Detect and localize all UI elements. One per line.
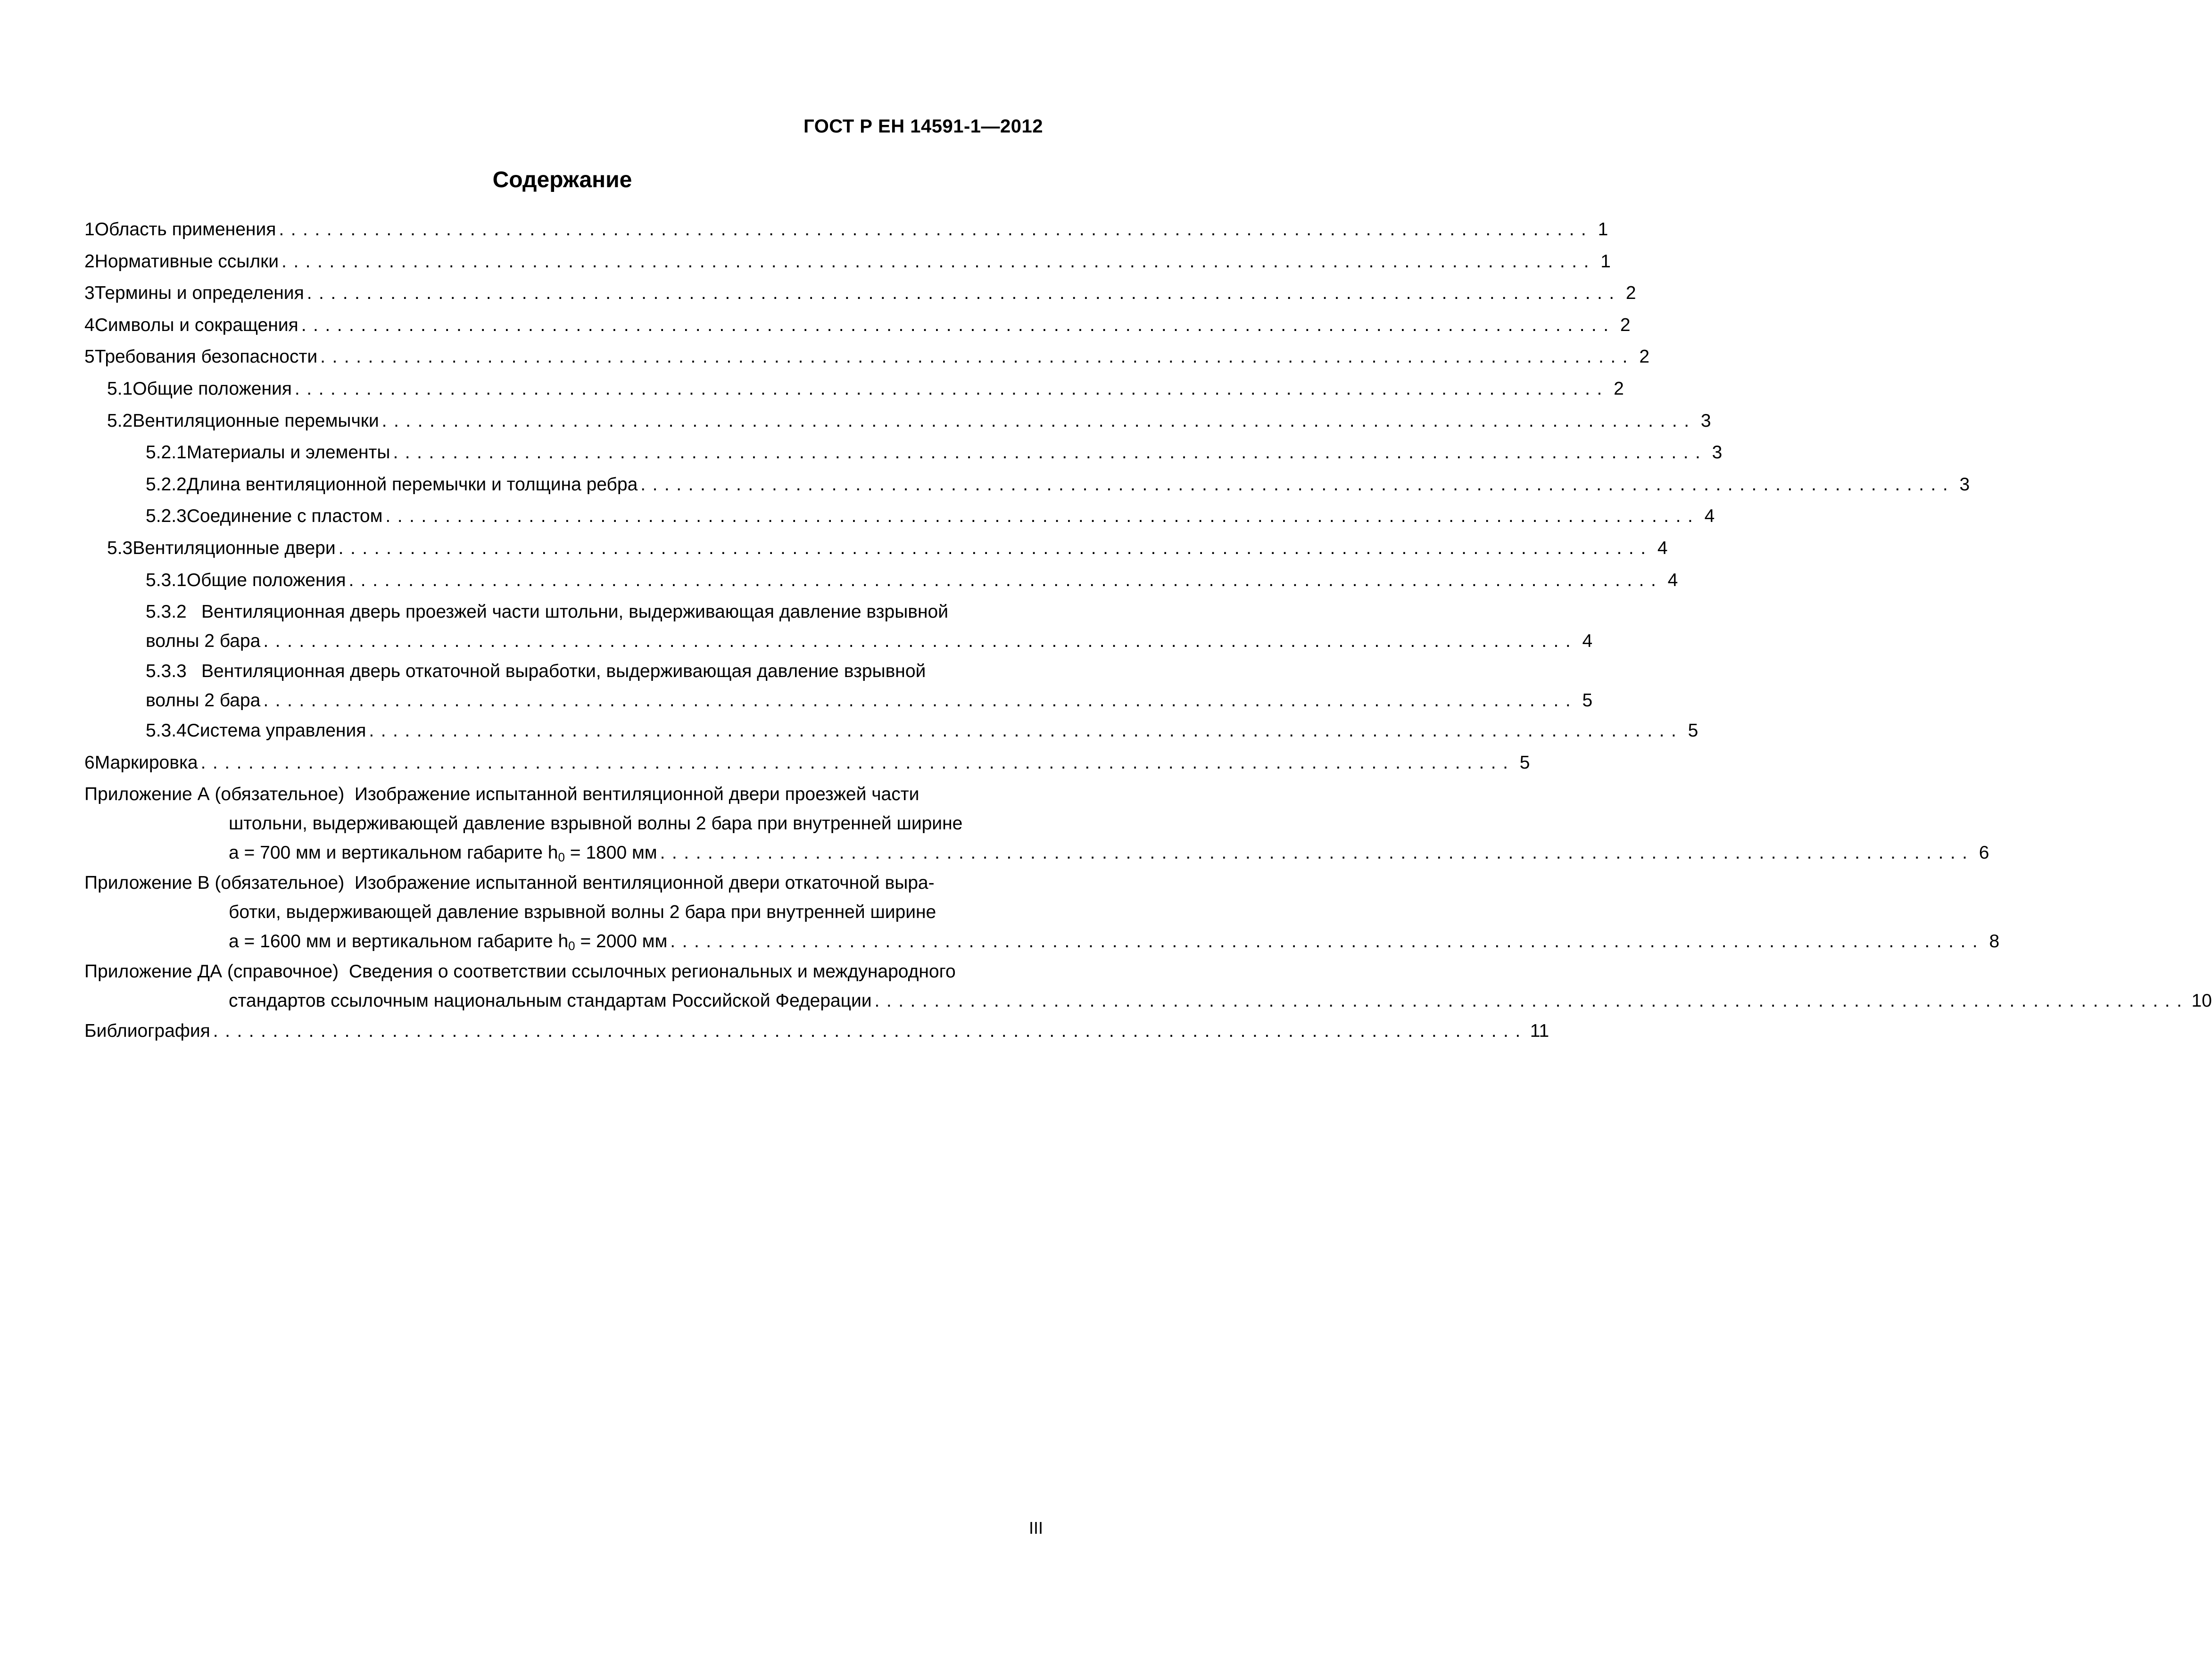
appendix-title-line: стандартов ссылочным национальным стандартам Российской Федерации <box>229 991 872 1011</box>
leader-dots: .............................................................................................................. <box>301 314 1616 335</box>
toc-entry[interactable] <box>84 247 1611 279</box>
toc-entry-number: 5.3.3 <box>146 661 187 682</box>
toc-entry-label: Символы и сокращения <box>94 314 298 335</box>
toc-entry[interactable] <box>84 374 1624 406</box>
leader-dots: .............................................................................................................. <box>279 219 1593 240</box>
toc-entry[interactable] <box>84 748 1530 780</box>
toc-entry-page: 8 <box>1989 931 2000 952</box>
toc-entry-label: Вентиляционная дверь проезжей части штольни, выдерживающая давление взрывной <box>201 602 948 622</box>
toc-entry-label-continued: волны 2 бара <box>146 690 261 711</box>
toc-entry[interactable] <box>84 534 1668 566</box>
toc-entry-label: Вентиляционные перемычки <box>133 410 379 431</box>
toc-entry[interactable] <box>84 502 1715 534</box>
toc-entry-page: 2 <box>1614 378 1624 399</box>
page-title: Содержание <box>492 167 632 192</box>
appendix-title-line: Изображение испытанной вентиляционной двери откаточной выра- <box>354 873 935 893</box>
toc-entry[interactable] <box>84 279 1636 311</box>
toc-entry-label: Маркировка <box>94 752 198 773</box>
toc-entry-page: 2 <box>1620 314 1631 335</box>
toc-entry-number: 1 <box>84 219 95 240</box>
toc-entry-label: Система управления <box>186 720 366 741</box>
toc-entry-label: Нормативные ссылки <box>94 251 279 272</box>
appendix-title-line: ботки, выдерживающей давление взрывной волны 2 бара при внутренней ширине <box>229 902 936 923</box>
leader-dots: .............................................................................................................. <box>640 474 1955 495</box>
toc-entry-page: 1 <box>1600 251 1611 272</box>
page-number: III <box>1028 1518 1043 1538</box>
toc-entry[interactable] <box>84 311 1631 343</box>
toc-entry[interactable] <box>84 438 1723 470</box>
toc-entry-page: 10 <box>2191 991 2212 1011</box>
toc-entry-page: 5 <box>1688 720 1698 741</box>
leader-dots: .............................................................................................................. <box>369 720 1683 741</box>
toc-entry-number: 5 <box>84 347 95 367</box>
toc-entry[interactable] <box>84 470 1970 502</box>
leader-dots: .............................................................................................................. <box>348 570 1663 590</box>
leader-dots: .............................................................................................................. <box>320 347 1635 367</box>
toc-entry-page: 3 <box>1959 474 1970 495</box>
leader-dots: .............................................................................................................. <box>282 251 1596 272</box>
toc-entry[interactable] <box>84 215 1608 247</box>
toc-entry-number: 5.3 <box>107 538 133 558</box>
toc-entry-bibliography[interactable] <box>84 1017 1549 1049</box>
toc-entry-page: 4 <box>1657 538 1668 558</box>
toc-entry-label: Вентиляционные двери <box>133 538 336 558</box>
toc-entry-page: 6 <box>1979 843 1989 863</box>
toc-entry-label: Общие положения <box>186 570 346 590</box>
toc-entry-page: 2 <box>1625 283 1636 304</box>
leader-dots: .............................................................................................................. <box>660 843 1974 863</box>
leader-dots: .............................................................................................................. <box>338 538 1653 558</box>
toc-entry-number: 5.1 <box>107 378 133 399</box>
leader-dots: .............................................................................................................. <box>670 931 1985 952</box>
toc-entry-page: 1 <box>1598 219 1608 240</box>
toc-entry-number: 5.3.4 <box>146 720 187 741</box>
toc-entry-number: 5.2.3 <box>146 506 187 527</box>
leader-dots: .............................................................................................................. <box>393 442 1707 463</box>
appendix-prefix: Приложение В (обязательное) <box>84 873 345 893</box>
toc-entry-label: Соединение с пластом <box>186 506 383 527</box>
leader-dots: .............................................................................................................. <box>874 991 2189 1011</box>
toc-entry[interactable] <box>84 657 1593 716</box>
toc-entry-page: 4 <box>1667 570 1678 590</box>
toc-entry-label: Термины и определения <box>94 283 304 304</box>
toc-entry[interactable] <box>84 342 1650 374</box>
toc-entry-page: 5 <box>1582 690 1593 711</box>
leader-dots: .............................................................................................................. <box>200 752 1515 773</box>
toc-entry-number: 5.2 <box>107 410 133 431</box>
table-of-contents <box>84 215 2212 1049</box>
toc-entry-number: 5.2.1 <box>146 442 187 463</box>
leader-dots: .............................................................................................................. <box>213 1021 1527 1042</box>
leader-dots: .............................................................................................................. <box>263 631 1578 652</box>
toc-entry-label: Длина вентиляционной перемычки и толщина ребра <box>186 474 638 495</box>
toc-entry-label: Область применения <box>94 219 276 240</box>
toc-entry-appendix-a[interactable] <box>84 780 1989 868</box>
toc-entry-appendix-da[interactable] <box>84 957 2212 1017</box>
toc-entry-page: 5 <box>1519 752 1530 773</box>
toc-entry-number: 5.2.2 <box>146 474 187 495</box>
toc-entry-number: 3 <box>84 283 95 304</box>
toc-entry-number: 5.3.2 <box>146 602 187 622</box>
toc-entry-number: 5.3.1 <box>146 570 187 590</box>
leader-dots: .............................................................................................................. <box>307 283 1621 304</box>
appendix-prefix: Приложение ДА (справочное) <box>84 961 339 982</box>
appendix-title-line: а = 700 мм и вертикальном габарите $h_0 = 1800$ мм <box>229 843 657 865</box>
toc-entry-number: 2 <box>84 251 95 272</box>
leader-dots: .............................................................................................................. <box>263 690 1578 711</box>
toc-entry-appendix-b[interactable] <box>84 868 2000 957</box>
toc-entry-label: Общие положения <box>133 378 292 399</box>
document-code: ГОСТ Р ЕН 14591-1—2012 <box>804 116 1043 137</box>
leader-dots: .............................................................................................................. <box>294 378 1609 399</box>
appendix-title-line: Сведения о соответствии ссылочных региональных и международного <box>348 961 956 982</box>
toc-entry-page: 4 <box>1704 506 1715 527</box>
toc-entry[interactable] <box>84 597 1593 657</box>
toc-entry-label: Материалы и элементы <box>186 442 390 463</box>
toc-entry-page: 3 <box>1700 410 1711 431</box>
toc-entry-label-continued: волны 2 бара <box>146 631 261 652</box>
toc-entry-page: 4 <box>1582 631 1593 652</box>
appendix-prefix: Приложение А (обязательное) <box>84 784 345 805</box>
toc-entry-label: Библиография <box>84 1021 210 1042</box>
toc-entry-page: 11 <box>1530 1021 1549 1042</box>
toc-entry-label: Требования безопасности <box>94 347 318 367</box>
toc-entry-number: 6 <box>84 752 95 773</box>
toc-entry[interactable] <box>84 566 1678 598</box>
toc-entry[interactable] <box>84 716 1698 748</box>
leader-dots: .............................................................................................................. <box>381 410 1696 431</box>
toc-entry-label: Вентиляционная дверь откаточной выработки, выдерживающая давление взрывной <box>201 661 926 682</box>
toc-entry-page: 2 <box>1639 347 1650 367</box>
appendix-title-line: штольни, выдерживающей давление взрывной волны 2 бара при внутренней ширине <box>229 813 963 834</box>
toc-entry-number: 4 <box>84 314 95 335</box>
toc-entry[interactable] <box>84 406 1711 438</box>
leader-dots: .............................................................................................................. <box>385 506 1700 527</box>
toc-entry-page: 3 <box>1712 442 1723 463</box>
appendix-title-line: Изображение испытанной вентиляционной двери проезжей части <box>354 784 920 805</box>
appendix-title-line: а = 1600 мм и вертикальном габарите $h_0 = 2000$ мм <box>229 931 668 953</box>
